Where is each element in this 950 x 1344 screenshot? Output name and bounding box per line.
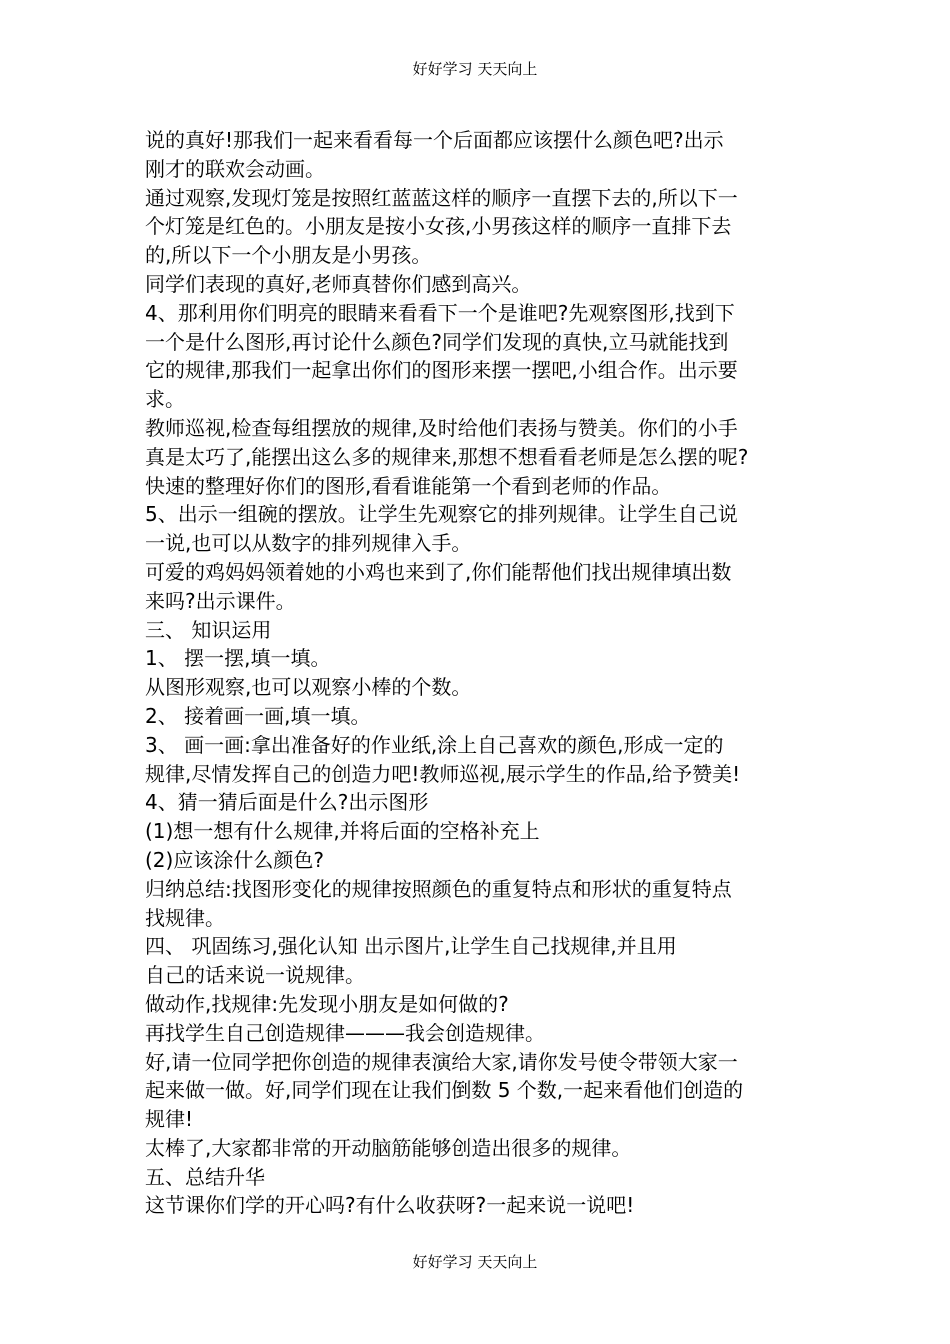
text-line: 说的真好!那我们一起来看看每一个后面都应该摆什么颜色吧?出示 — [145, 128, 724, 152]
text-line: 快速的整理好你们的图形,看看谁能第一个看到老师的作品。 — [145, 473, 672, 498]
text-line: 再找学生自己创造规律———我会创造规律。 — [145, 1020, 545, 1045]
text-line: 教师巡视,检查每组摆放的规律,及时给他们表扬与赞美。你们的小手 — [145, 415, 738, 440]
page-header: 好好学习 天天向上 — [412, 60, 538, 78]
text-line: 一说,也可以从数字的排列规律入手。 — [145, 531, 472, 556]
text-line: 个灯笼是红色的。小朋友是按小女孩,小男孩这样的顺序一直排下去 — [145, 214, 732, 239]
text-line: 好,请一位同学把你创造的规律表演给大家,请你发号使令带领大家一 — [145, 1049, 738, 1074]
text-line: 4、猜一猜后面是什么?出示图形 — [145, 790, 429, 815]
text-line: 求。 — [145, 387, 185, 412]
text-line: 规律,尽情发挥自己的创造力吧!教师巡视,展示学生的作品,给予赞美! — [145, 761, 741, 786]
text-line: 找规律。 — [145, 905, 225, 930]
text-line: 太棒了,大家都非常的开动脑筋能够创造出很多的规律。 — [145, 1135, 632, 1160]
text-line: 1、 摆一摆,填一填。 — [145, 646, 331, 671]
page-footer: 好好学习 天天向上 — [412, 1253, 538, 1271]
text-line: 3、 画一画:拿出准备好的作业纸,涂上自己喜欢的颜色,形成一定的 — [145, 732, 724, 757]
text-line: 一个是什么图形,再讨论什么颜色?同学们发现的真快,立马就能找到 — [145, 329, 729, 354]
section-heading: 五、总结升华 — [145, 1164, 265, 1189]
section-heading: 三、 知识运用 — [145, 617, 272, 642]
text-line: 刚才的联欢会动画。 — [145, 156, 325, 181]
section-heading: 四、 巩固练习,强化认知 出示图片,让学生自己找规律,并且用 — [145, 934, 677, 959]
text-line: 规律! — [145, 1107, 194, 1132]
text-line: 通过观察,发现灯笼是按照红蓝蓝这样的顺序一直摆下去的,所以下一 — [145, 185, 738, 210]
text-line: 来吗?出示课件。 — [145, 588, 296, 613]
text-line: (1)想一想有什么规律,并将后面的空格补充上 — [145, 819, 540, 844]
text-line: 自己的话来说一说规律。 — [145, 963, 365, 988]
text-line: 可爱的鸡妈妈领着她的小鸡也来到了,你们能帮他们找出规律填出数 — [145, 559, 732, 584]
text-line: 的,所以下一个小朋友是小男孩。 — [145, 243, 432, 268]
text-line: 它的规律,那我们一起拿出你们的图形来摆一摆吧,小组合作。出示要 — [145, 358, 738, 383]
text-line: 同学们表现的真好,老师真替你们感到高兴。 — [145, 271, 532, 296]
text-line: 做动作,找规律:先发现小朋友是如何做的? — [145, 991, 509, 1016]
text-line: (2)应该涂什么颜色? — [145, 847, 324, 872]
text-line: 归纳总结:找图形变化的规律按照颜色的重复特点和形状的重复特点 — [145, 876, 732, 901]
document-body — [145, 126, 813, 1220]
text-line: 从图形观察,也可以观察小棒的个数。 — [145, 675, 472, 700]
text-line: 真是太巧了,能摆出这么多的规律来,那想不想看看老师是怎么摆的呢? — [145, 444, 749, 469]
text-line: 这节课你们学的开心吗?有什么收获呀?一起来说一说吧! — [145, 1193, 635, 1218]
text-line: 4、那利用你们明亮的眼睛来看看下一个是谁吧?先观察图形,找到下 — [145, 300, 735, 325]
text-line: 5、出示一组碗的摆放。让学生先观察它的排列规律。让学生自己说 — [145, 502, 738, 527]
text-line: 2、 接着画一画,填一填。 — [145, 703, 371, 728]
text-line: 起来做一做。好,同学们现在让我们倒数 5 个数,一起来看他们创造的 — [145, 1078, 744, 1103]
